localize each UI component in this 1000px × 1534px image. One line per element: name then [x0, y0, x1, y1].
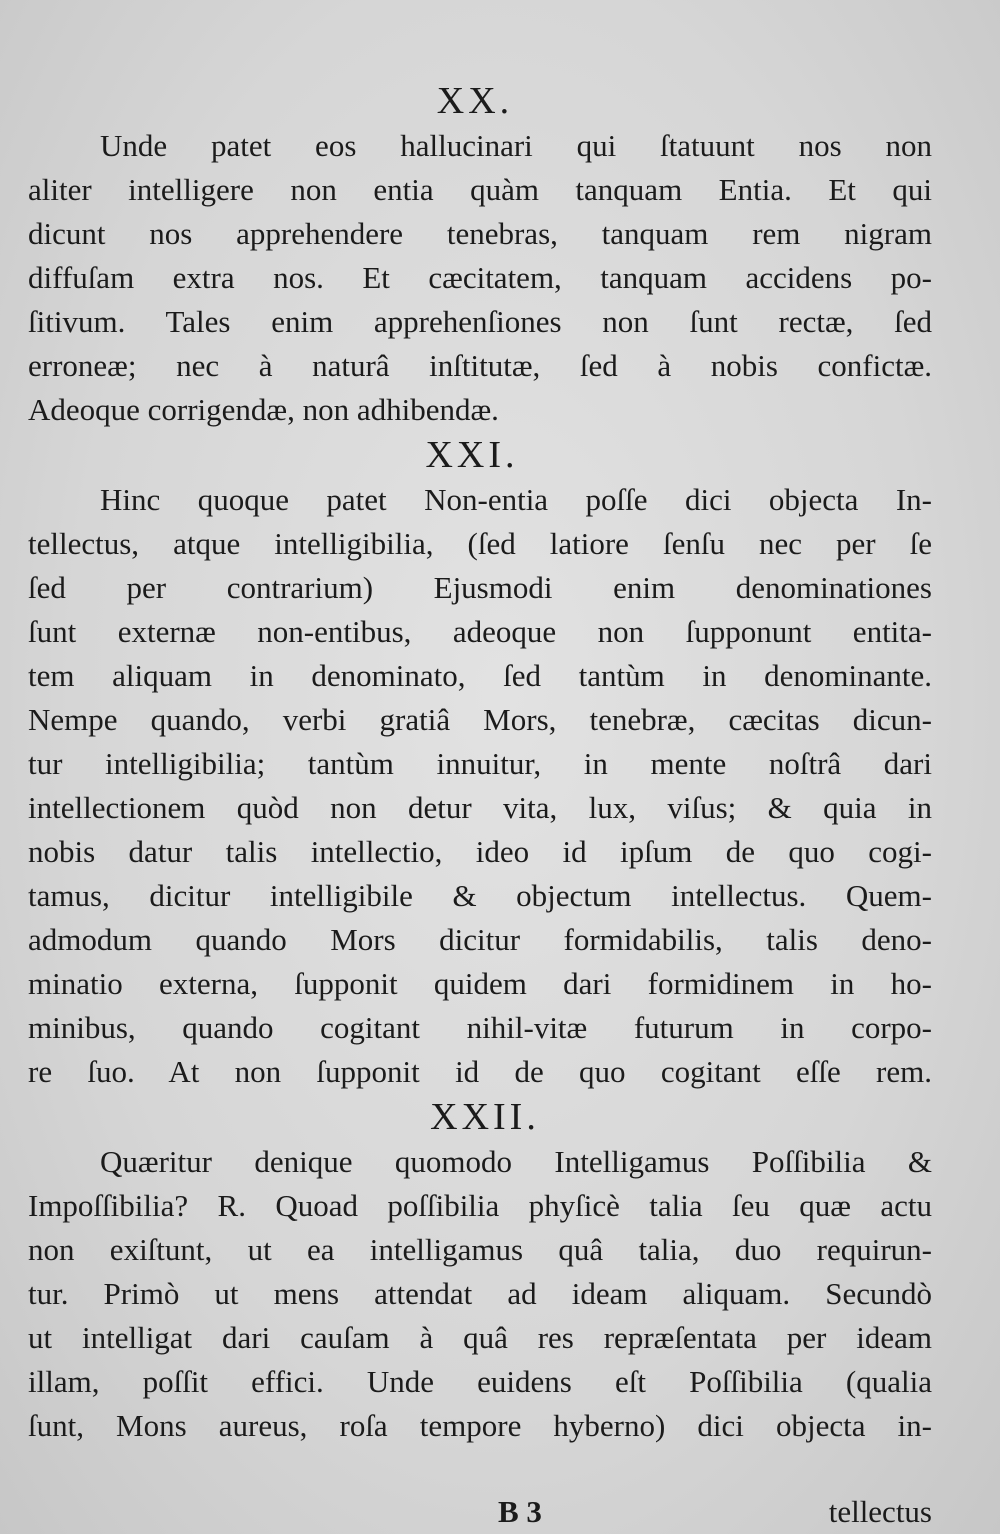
text-line: minatio externa, ſupponit quidem dari formidinem in ho- [28, 966, 932, 1001]
text-line: ut intelligat dari cauſam à quâ res repræſentata per ideam [28, 1320, 932, 1355]
text-line: illam, poſſit effici. Unde euidens eſt Poſſibilia (qualia [28, 1364, 932, 1399]
text-line: re ſuo. At non ſupponit id de quo cogitant eſſe rem. [28, 1054, 932, 1089]
text-line: intellectionem quòd non detur vita, lux, viſus; & quia in [28, 790, 932, 825]
catchword: tellectus [828, 1494, 932, 1529]
text-line: nobis datur talis intellectio, ideo id ipſum de quo cogi- [28, 834, 932, 869]
text-line: ſunt externæ non-entibus, adeoque non ſupponunt entita- [28, 614, 932, 649]
section-xx [28, 78, 932, 432]
section-xxii [28, 1094, 932, 1448]
text-line: tamus, dicitur intelligibile & objectum intellectus. Quem- [28, 878, 932, 913]
text-line: ſitivum. Tales enim apprehenſiones non ſunt rectæ, ſed [28, 304, 932, 339]
text-line: Quæritur denique quomodo Intelligamus Poſſibilia & [100, 1144, 932, 1179]
text-line: minibus, quando cogitant nihil-vitæ futurum in corpo- [28, 1010, 932, 1045]
text-line: Impoſſibilia? R. Quoad poſſibilia phyſicè talia ſeu quæ actu [28, 1188, 932, 1223]
page-text [28, 78, 932, 1448]
text-line: admodum quando Mors dicitur formidabilis, talis deno- [28, 922, 932, 957]
text-line: diffuſam extra nos. Et cæcitatem, tanquam accidens po- [28, 260, 932, 295]
text-line: tellectus, atque intelligibilia, (ſed latiore ſenſu nec per ſe [28, 526, 932, 561]
text-line: dicunt nos apprehendere tenebras, tanquam rem nigram [28, 216, 932, 251]
text-line: Nempe quando, verbi gratiâ Mors, tenebræ, cæcitas dicun- [28, 702, 932, 737]
text-line: ſunt, Mons aureus, roſa tempore hyberno) dici objecta in- [28, 1408, 932, 1443]
section-heading: XXII. [430, 1096, 540, 1138]
section-heading: XX. [436, 80, 514, 122]
text-line: erroneæ; nec à naturâ inſtitutæ, ſed à nobis confictæ. [28, 348, 932, 383]
text-line: non exiſtunt, ut ea intelligamus quâ talia, duo requirun- [28, 1232, 932, 1267]
text-line: Adeoque corrigendæ, non adhibendæ. [28, 392, 499, 427]
text-line: tur intelligibilia; tantùm innuitur, in mente noſtrâ dari [28, 746, 932, 781]
page-footer [28, 1490, 932, 1534]
text-line: ſed per contrarium) Ejusmodi enim denominationes [28, 570, 932, 605]
text-line: tem aliquam in denominato, ſed tantùm in denominante. [28, 658, 932, 693]
text-line: aliter intelligere non entia quàm tanquam Entia. Et qui [28, 172, 932, 207]
text-line: Unde patet eos hallucinari qui ſtatuunt nos non [100, 128, 932, 163]
text-line: Hinc quoque patet Non-entia poſſe dici objecta In- [100, 482, 932, 517]
text-line: tur. Primò ut mens attendat ad ideam aliquam. Secundò [28, 1276, 932, 1311]
section-xxi [28, 432, 932, 1094]
section-heading: XXI. [425, 434, 519, 476]
signature-mark: B 3 [498, 1494, 542, 1529]
